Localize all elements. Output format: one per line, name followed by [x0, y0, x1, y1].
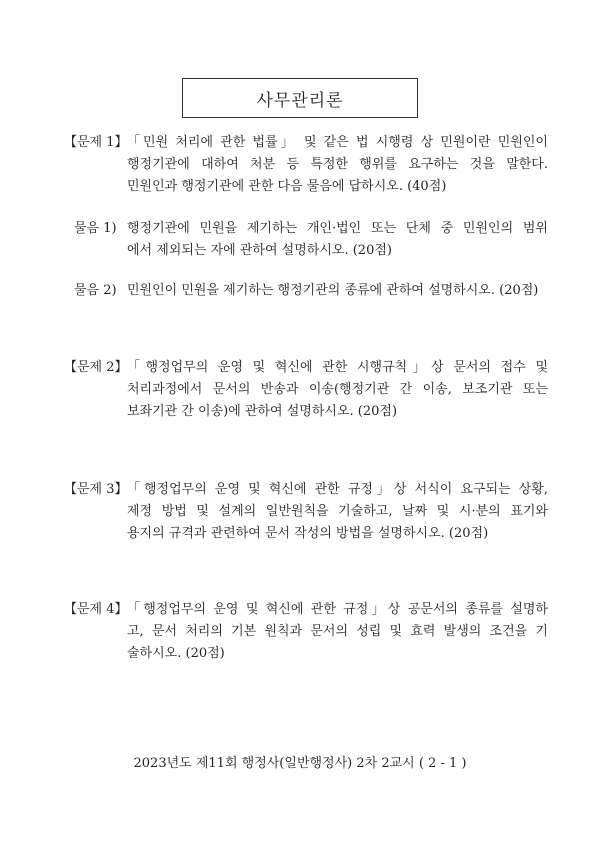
document-title: 사무관리론	[182, 78, 418, 118]
question-1	[64, 132, 548, 198]
question-text-line: 행정기관에 민원을 제기하는 개인·법인 또는 단체 중 민원인의 범위	[127, 221, 548, 236]
question-label: 【문제 4】	[64, 602, 128, 617]
question-label: 물음 1)	[74, 221, 117, 236]
question-text-line: 「민원 처리에 관한 법률」 및 같은 법 시행령 상 민원이란 민원인이	[127, 135, 548, 150]
question-4	[64, 599, 548, 665]
question-3	[64, 479, 548, 545]
question-text-line: 술하시오. (20점)	[127, 646, 225, 661]
question-text-line: 「행정업무의 운영 및 혁신에 관한 규정」상 서식이 요구되는 상황,	[127, 482, 548, 497]
question-text-line: 행정기관에 대하여 처분 등 특정한 행위를 요구하는 것을 말한다.	[127, 157, 548, 172]
question-text-line: 고, 문서 처리의 기본 원칙과 문서의 성립 및 효력 발생의 조건을 기	[127, 624, 548, 639]
question-2	[64, 357, 548, 423]
question-text-line: 제정 방법 및 설계의 일반원칙을 기술하고, 날짜 및 시·분의 표기와	[127, 504, 548, 519]
question-label: 물음 2)	[74, 283, 117, 298]
question-text-line: 민원인이 민원을 제기하는 행정기관의 종류에 관하여 설명하시오. (20점)	[127, 283, 539, 298]
question-text-line: 민원인과 행정기관에 관한 다음 물음에 답하시오. (40점)	[127, 179, 447, 194]
question-text-line: 보좌기관 간 이송)에 관하여 설명하시오. (20점)	[127, 404, 398, 419]
question-1-sub-1	[64, 218, 548, 262]
question-label: 【문제 3】	[64, 482, 128, 497]
question-text-line: 용지의 규격과 관련하여 문서 작성의 방법을 설명하시오. (20점)	[127, 526, 489, 541]
question-label: 【문제 1】	[64, 135, 128, 150]
page-footer: 2023년도 제11회 행정사(일반행정사) 2차 2교시 ( 2 - 1 )	[133, 756, 467, 771]
question-text-line: 처리과정에서 문서의 반송과 이송(행정기관 간 이송, 보조기관 또는	[127, 382, 548, 397]
question-text-line: 「행정업무의 운영 및 혁신에 관한 시행규칙」상 문서의 접수 및	[127, 360, 548, 375]
question-1-sub-2	[64, 280, 548, 302]
question-text-line: 에서 제외되는 자에 관하여 설명하시오. (20점)	[127, 243, 392, 258]
question-text-line: 「행정업무의 운영 및 혁신에 관한 규정」상 공문서의 종류를 설명하	[127, 602, 548, 617]
question-label: 【문제 2】	[64, 360, 128, 375]
